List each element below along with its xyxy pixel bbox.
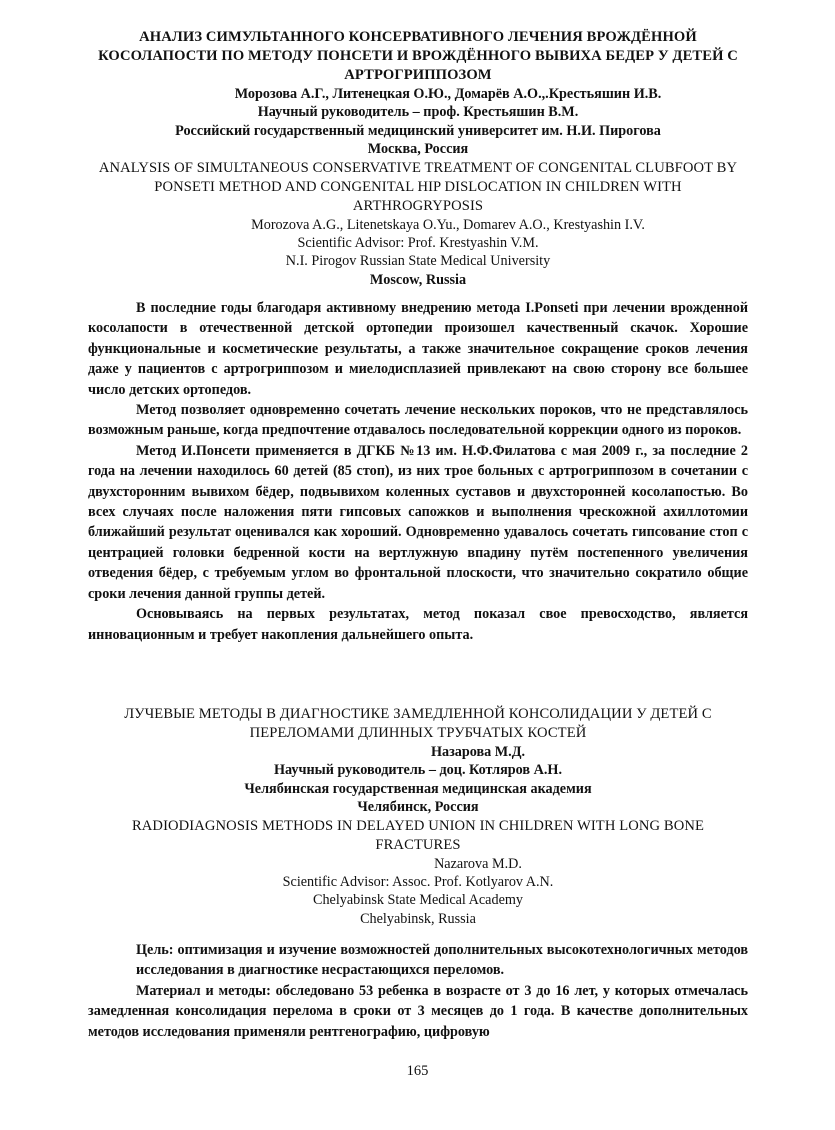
article1-advisor-ru: Научный руководитель – проф. Крестьяшин В.М. — [257, 104, 579, 121]
article2-university-en: Chelyabinsk State Medical Academy — [313, 892, 523, 909]
article1-header — [88, 28, 748, 289]
article1-paragraph: В последние годы благодаря активному внедрению метода I.Ponseti при лечении врожденной косолапости в отечественной детской ортопедии произошел качественный скачок. Хорошие функциональные и косметические результаты, а также значительное сокращение сроков лечения даже у пациентов с артрогриппозом и миелодисплазией привлекают на свою сторону все большее число детских ортопедов. — [88, 300, 748, 398]
article2-body — [88, 940, 748, 1042]
article2-title-en: RADIODIAGNOSIS METHODS IN DELAYED UNION IN CHILDREN WITH LONG BONE FRACTURES — [131, 817, 705, 853]
article2-title-ru: ЛУЧЕВЫЕ МЕТОДЫ В ДИАГНОСТИКЕ ЗАМЕДЛЕННОЙ КОНСОЛИДАЦИИ У ДЕТЕЙ С ПЕРЕЛОМАМИ ДЛИННЫХ ТРУБЧАТЫХ КОСТЕЙ — [124, 706, 712, 741]
article2-paragraph: Цель: оптимизация и изучение возможностей дополнительных высокотехнологичных методов исследования в диагностике несрастающихся переломов. — [136, 942, 748, 979]
page-number: 165 — [406, 1063, 429, 1079]
article2-authors-en: Nazarova M.D. — [434, 855, 522, 872]
article2-paragraph: Материал и методы: обследовано 53 ребенка в возрасте от 3 до 16 лет, у которых отмечалась замедленная консолидация перелома в сроки от 3 месяцев до 1 года. В качестве дополнительных методов исследования применяли рентгенографию, цифровую — [88, 982, 748, 1040]
article1-university-ru: Российский государственный медицинский университет им. Н.И. Пирогова — [175, 122, 661, 139]
article1-paragraph: Основываясь на первых результатах, метод показал свое превосходство, является инновационным и требует накопления дальнейшего опыта. — [88, 606, 748, 643]
article1-paragraph: Метод И.Понсети применяется в ДГКБ №13 им. Н.Ф.Филатова с мая 2009 г., за последние 2 года на лечении находилось 60 детей (85 стоп), из них трое больных с артрогриппозом в сочетании с двухсторонним вывихом бёдер, подвывихом коленных суставов и двухсторонней косолапостью. Во всех случаях после наложения пяти гипсовых сапожков и выполнения чрескожной ахиллотомии ближайший результат оценивался как хороший. Одновременно удавалось сочетать гипсование стоп с центрацией головки бедренной кости на вертлужную впадину путём постепенного увеличения отведения бёдер, с требуемым углом во фронтальной плоскости, что значительно сократило общие сроки лечения данной группы детей. — [88, 442, 748, 602]
article1-university-en: N.I. Pirogov Russian State Medical University — [285, 253, 551, 270]
article2-university-ru: Челябинская государственная медицинская академия — [244, 780, 592, 797]
article2-city-en: Chelyabinsk, Russia — [360, 910, 476, 927]
article1-authors-ru: Морозова А.Г., Литенецкая О.Ю., Домарёв А.О.,.Крестьяшин И.В. — [234, 86, 662, 102]
article2-advisor-ru: Научный руководитель – доц. Котляров А.Н. — [273, 762, 562, 779]
article2-city-ru: Челябинск, Россия — [357, 799, 479, 816]
article1-paragraph: Метод позволяет одновременно сочетать лечение нескольких пороков, что не представлялось возможным раньше, когда предпочтение отдавалось последовательной коррекции одного из пороков. — [88, 402, 748, 439]
article1-body — [88, 298, 748, 645]
article2-advisor-en: Scientific Advisor: Assoc. Prof. Kotlyarov A.N. — [282, 874, 554, 891]
article1-title-ru: АНАЛИЗ СИМУЛЬТАННОГО КОНСЕРВАТИВНОГО ЛЕЧЕНИЯ ВРОЖДЁННОЙ КОСОЛАПОСТИ ПО МЕТОДУ ПОНСЕТИ И ВРОЖДЁННОГО ВЫВИХА БЕДЕР У ДЕТЕЙ С АРТРОГРИППОЗОМ — [98, 29, 738, 83]
article1-city-ru: Москва, Россия — [367, 141, 469, 158]
article1-city-en: Moscow, Russia — [369, 271, 467, 288]
article1-authors-en: Morozova A.G., Litenetskaya O.Yu., Domarev A.O., Krestyashin I.V. — [251, 216, 645, 233]
article1-title-en: ANALYSIS OF SIMULTANEOUS CONSERVATIVE TREATMENT OF CONGENITAL CLUBFOOT BY PONSETI METHOD AND CONGENITAL HIP DISLOCATION IN CHILDREN WITH ARTHROGRYPOSIS — [98, 159, 738, 214]
article2-authors-ru: Назарова М.Д. — [430, 744, 526, 760]
article1-advisor-en: Scientific Advisor: Prof. Krestyashin V.M. — [297, 235, 539, 252]
article2-header — [88, 705, 748, 928]
